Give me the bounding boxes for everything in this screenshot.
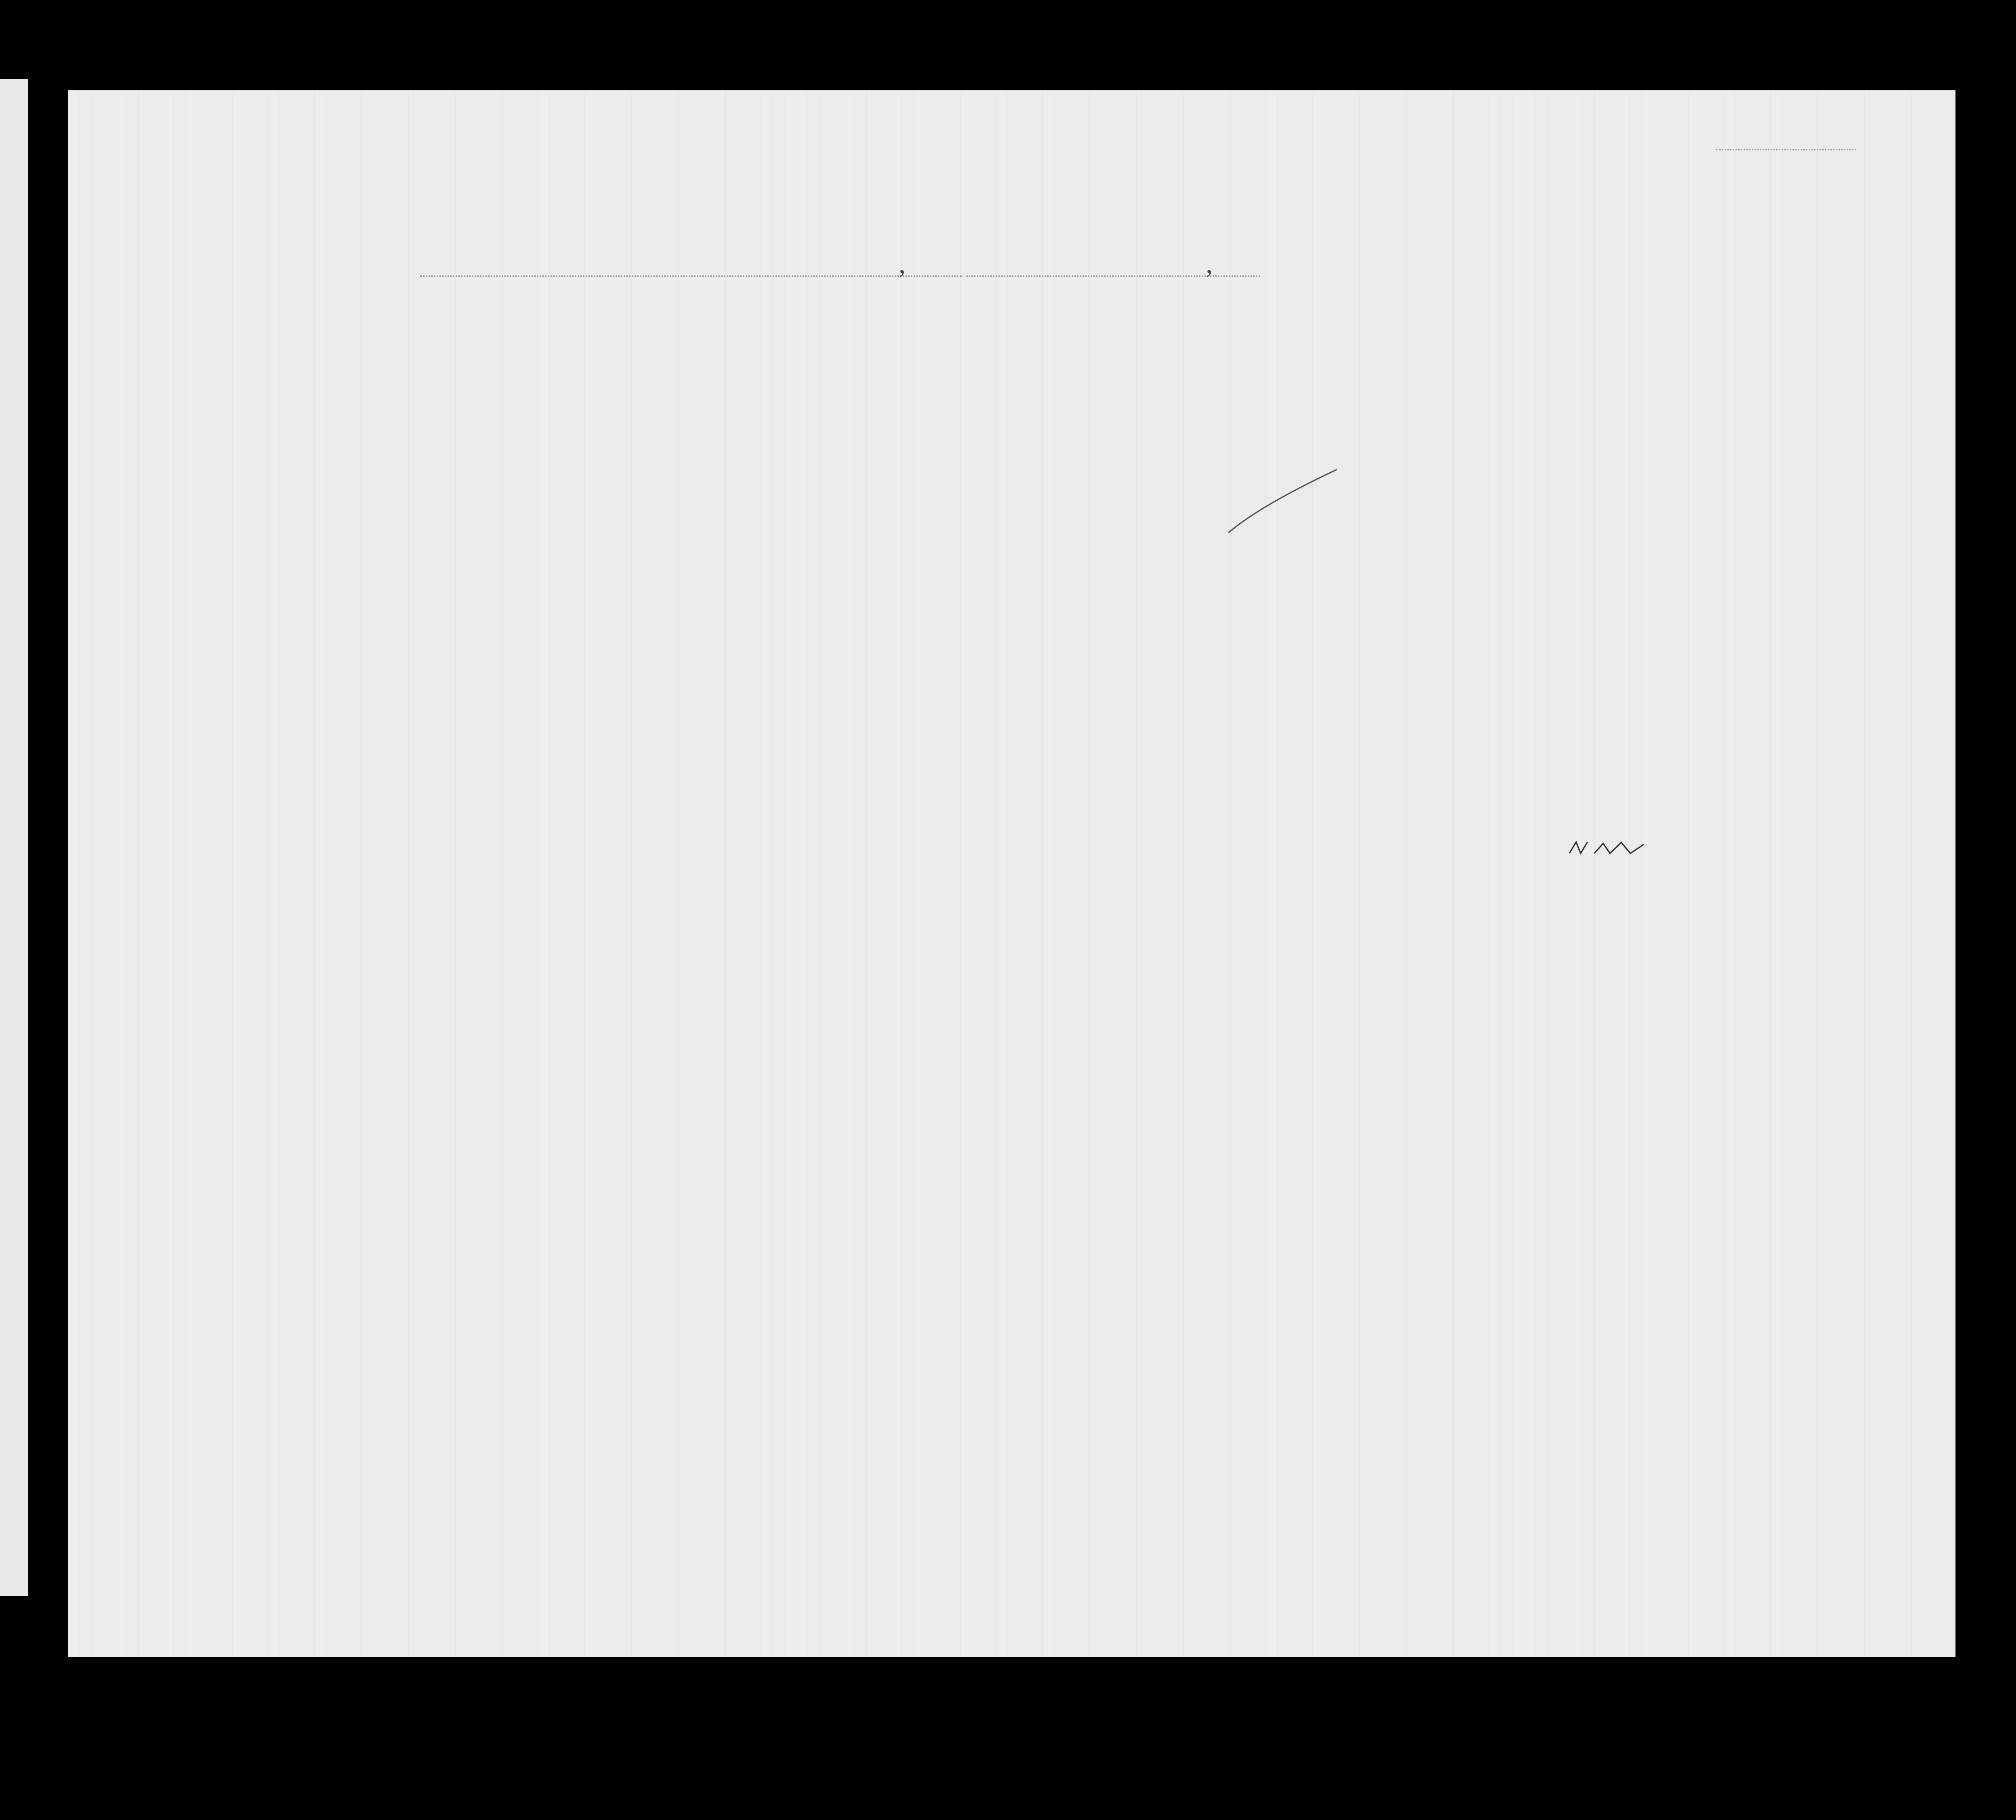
manifest-page: , , [68, 90, 1955, 1657]
handwritten-check-mark [1224, 465, 1341, 537]
adjacent-sheet-edge [0, 79, 28, 1596]
handwritten-date-scribble [1567, 840, 1657, 858]
